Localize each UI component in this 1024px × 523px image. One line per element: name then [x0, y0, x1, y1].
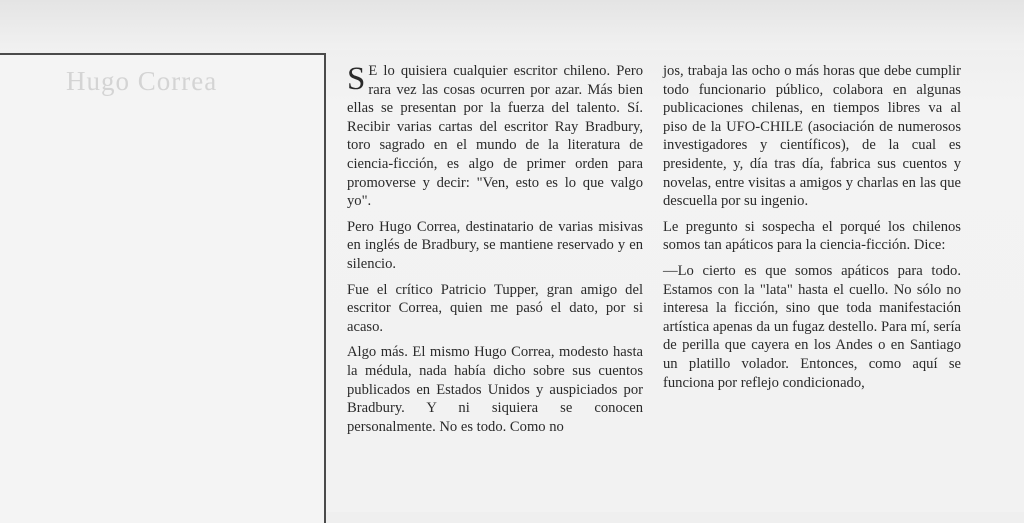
article-column-1: [347, 62, 643, 443]
paragraph: —Lo cierto es que somos apáticos para todo. Estamos con la "lata" hasta el cuello. No sólo no interesa la ficción, sino que toda manifestación artística apenas da un fugaz destello. Para mí, sería de perilla que cayera en los Andes o en Santiago un platillo volador. Entonces, como aquí se funciona por reflejo condicionado,: [663, 262, 961, 391]
paragraph: Algo más. El mismo Hugo Correa, modesto hasta la médula, nada había dicho sobre sus cuentos publicados en Estados Unidos y auspiciados por Bradbury. Y ni siquiera se conocen personalmente. No es todo. Como no: [347, 344, 643, 435]
photo-caption: Hugo Correa: [66, 66, 218, 96]
paragraph-text: E lo quisiera cualquier escritor chileno. Pero rara vez las cosas ocurren por azar. Más bien ellas se presentan por la fuerza del talento. Sí. Recibir varias cartas del escritor Ray Bradbury, toro sagrado en el mundo de la literatura de ciencia-ficción, es algo de primer orden para promoverse y decir: "Ven, esto es lo que valgo yo".: [347, 63, 643, 210]
author-photo-frame: [0, 53, 326, 523]
paragraph: [347, 62, 643, 211]
paragraph: Le pregunto si sospecha el porqué los chilenos somos tan apáticos para la ciencia-ficción. Dice:: [663, 218, 961, 254]
drop-cap: S: [347, 61, 366, 97]
paragraph: Fue el crítico Patricio Tupper, gran amigo del escritor Correa, quien me pasó el dato, por si acaso.: [347, 281, 643, 335]
paragraph: Pero Hugo Correa, destinatario de varias misivas en inglés de Bradbury, se mantiene reservado y en silencio.: [347, 218, 643, 272]
page-top-margin: [0, 0, 1024, 50]
article-column-2: [663, 62, 961, 399]
paragraph: jos, trabaja las ocho o más horas que debe cumplir todo funcionario público, colabora en algunas publicaciones chilenas, en tiempos libres va al piso de la UFO-CHILE (asociación de numerosos investigadores y científicos), de la cual es presidente, y, día tras día, fabrica sus cuentos y novelas, entre visitas a amigos y charlas en las que descuella por su ingenio.: [663, 63, 961, 210]
